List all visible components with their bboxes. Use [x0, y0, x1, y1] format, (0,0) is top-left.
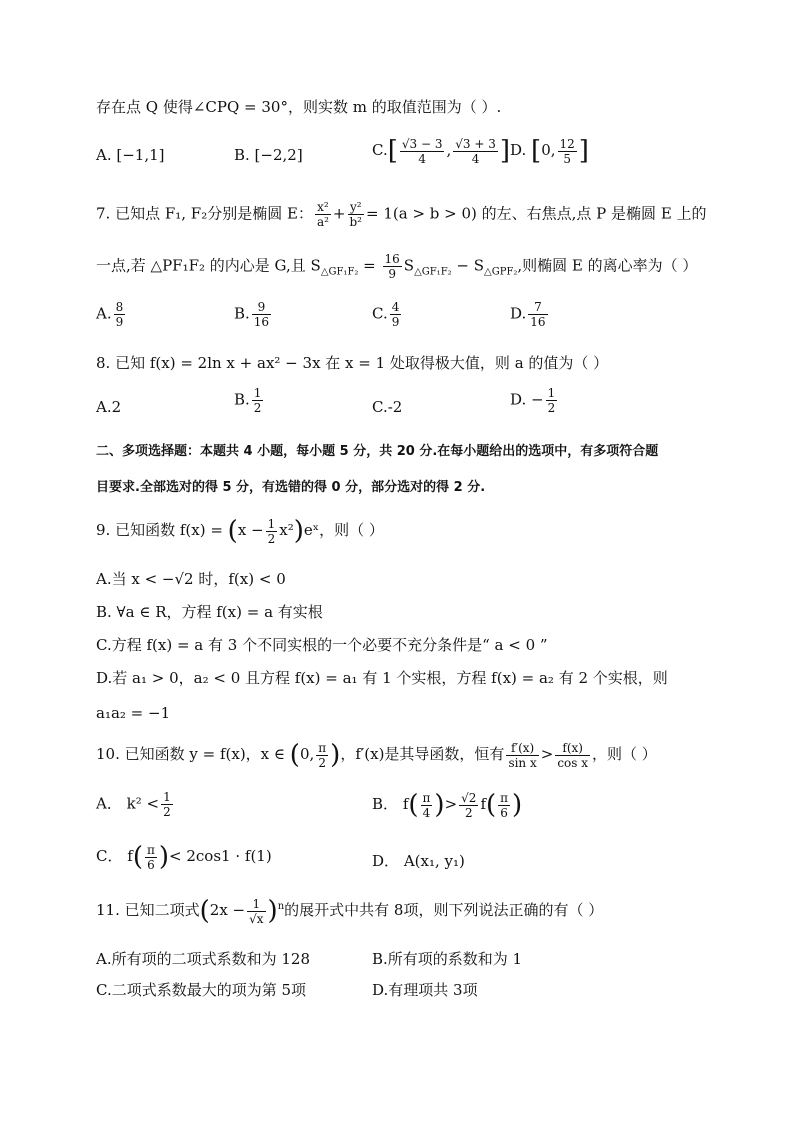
q11-option-c: C.二项式系数最大的项为第 5项 — [96, 981, 307, 999]
q7-option-a: A. $\frac{8}{9}$ — [96, 300, 124, 329]
section-heading-line1: 二、多项选择题：本题共 4 小题，每小题 5 分，共 20 分.在每小题给出的选项中，有多项符合题 — [96, 444, 659, 459]
q7-option-b: B. $\frac{9}{16}$ — [234, 300, 270, 329]
q8-option-a: A.2 — [96, 398, 122, 416]
q8-option-d: D. − $\frac{1}{2}$ — [510, 386, 556, 415]
q9-option-a: A.当 x < −√2 时，f(x) < 0 — [96, 570, 286, 588]
q11-option-d: D.有理项共 3项 — [372, 981, 478, 999]
q10-option-a: A． k² < $\frac{1}{2}$ — [96, 790, 171, 819]
q8-stem: 8. 已知 f(x) = 2ln x + ax² − 3x 在 x = 1 处取得极大值，则 a 的值为（ ） — [96, 354, 609, 372]
q11-stem: 11. 已知二项式(2x − $\frac{1}{√x}$ )$^n$的展开式中共有 8项，则下列说法正确的有（ ） — [96, 896, 604, 926]
q10-stem: 10. 已知函数 y = f(x)，x ∈ (0, $\frac{\pi}{2}$ )，f′(x)是其导函数，恒有 $\frac{f'(x)}{\text{sin x}}$ > $\frac{f(x)}{\text{cos x}}$ ，则（ ） — [96, 740, 657, 770]
q8-option-c: C.-2 — [372, 398, 403, 416]
section-heading-line2: 目要求.全部选对的得 5 分，有选错的得 0 分，部分选对的得 2 分. — [96, 480, 486, 495]
q7-line2: 一点,若 △PF₁F₂ 的内心是 G,且 $S_{\triangle GF_1F_2}$ = $\frac{16}{9}$ $S_{\triangle GF_1F_2} - S_{\triangle GPF_2}$,则椭圆 E 的离心率为（ ） — [96, 252, 698, 281]
q6-option-c: C.[ $\frac{√3 - 3}{4}$ , $\frac{√3 + 3}{4}$ ] — [372, 136, 511, 166]
q11-option-a: A.所有项的二项式系数和为 128 — [96, 950, 311, 968]
q10-option-c: C． f( $\frac{\pi}{6}$ )< 2cos1 · f(1) — [96, 842, 272, 872]
q8-option-b: B. $\frac{1}{2}$ — [234, 386, 262, 415]
q6-option-b: B. [−2,2] — [234, 146, 303, 164]
q10-option-b: B． f( $\frac{\pi}{4}$ )> $\frac{√2}{2}$ f( $\frac{\pi}{6}$ ) — [372, 790, 523, 820]
q9-option-d-cont: a₁a₂ = −1 — [96, 704, 171, 722]
q7-line1: 7. 已知点 F₁, F₂分别是椭圆 E： $\frac{\text{x²}}{\text{a²}}$ + $\frac{\text{y²}}{\text{b²}}$ = 1(a > b > 0) 的左、右焦点,点 P 是椭圆 E 上的 — [96, 200, 707, 229]
q9-stem: 9. 已知函数 f(x) = (x − $\frac{1}{2}$ x²)eˣ，则（ ） — [96, 516, 384, 546]
q7-option-d: D. $\frac{7}{16}$ — [510, 300, 546, 329]
q6-option-d: D. [0, $\frac{12}{5}$ ] — [510, 136, 589, 166]
q7-option-c: C. $\frac{4}{9}$ — [372, 300, 400, 329]
q6-tail: 存在点 Q 使得∠CPQ = 30°，则实数 m 的取值范围为（ ）. — [96, 98, 502, 116]
q6-option-a: A. [−1,1] — [96, 146, 165, 164]
q11-option-b: B.所有项的系数和为 1 — [372, 950, 523, 968]
q9-option-c: C.方程 f(x) = a 有 3 个不同实根的一个必要不充分条件是“ a < 0 ” — [96, 636, 548, 654]
q9-option-b: B. ∀a ∈ R，方程 f(x) = a 有实根 — [96, 603, 323, 621]
q9-option-d: D.若 a₁ > 0，a₂ < 0 且方程 f(x) = a₁ 有 1 个实根，方程 f(x) = a₂ 有 2 个实根，则 — [96, 669, 668, 687]
q10-option-d: D． A(x₁, y₁) — [372, 852, 465, 870]
